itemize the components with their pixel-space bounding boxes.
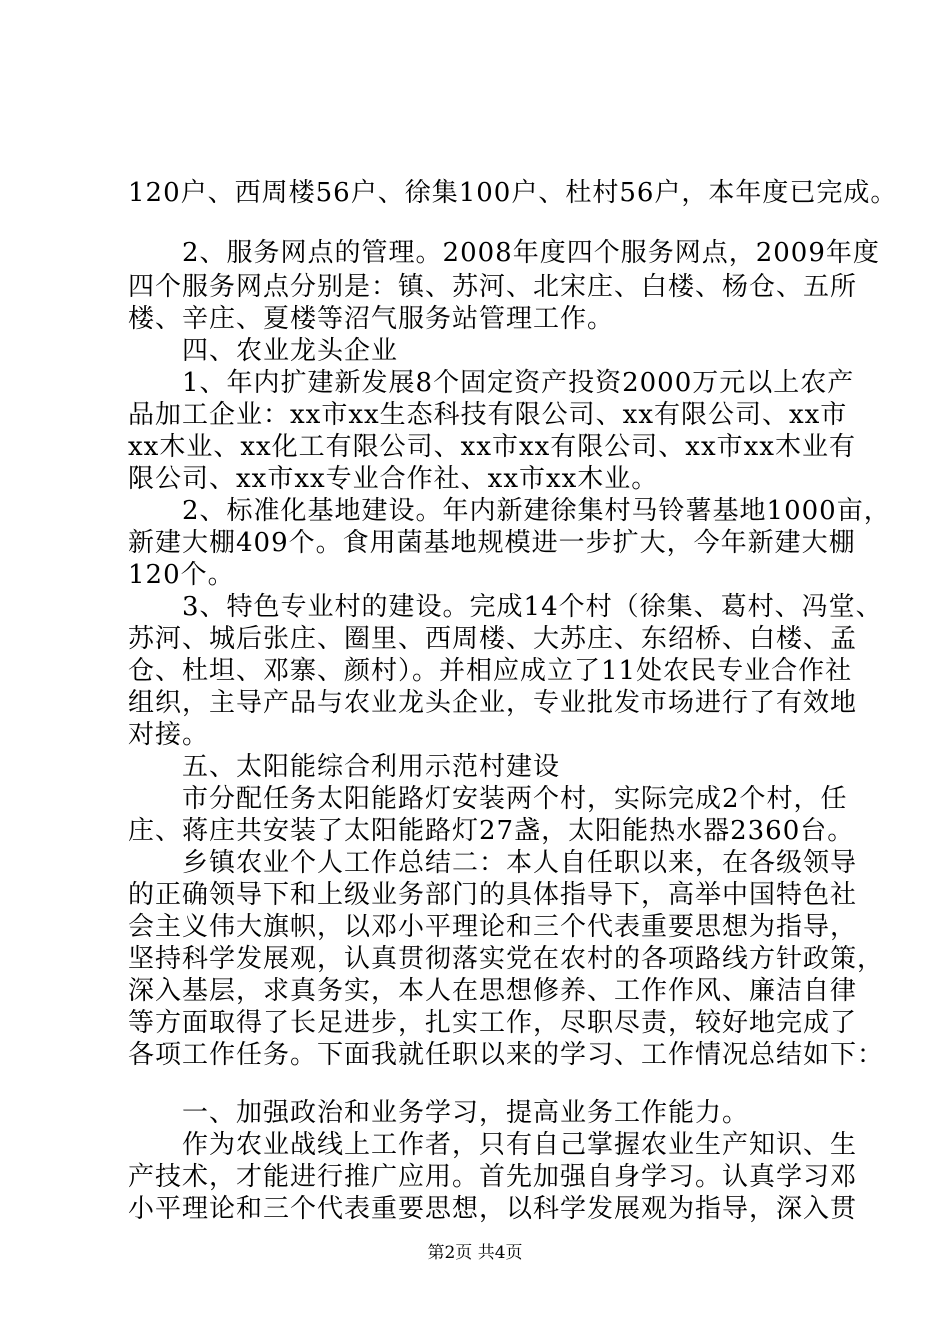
- text-line: 深入基层，求真务实，本人在思想修养、工作作风、廉洁自律: [128, 976, 858, 1006]
- text-line: 各项工作任务。下面我就任职以来的学习、工作情况总结如下：: [128, 1040, 885, 1070]
- text-line: xx木业、xx化工有限公司、xx市xx有限公司、xx市xx木业有: [128, 432, 856, 462]
- text-line: 3、特色专业村的建设。完成14个村（徐集、葛村、冯堂、: [128, 592, 883, 622]
- text-line: 限公司、xx市xx专业合作社、xx市xx木业。: [128, 464, 659, 494]
- text-line: 小平理论和三个代表重要思想，以科学发展观为指导，深入贯: [128, 1194, 858, 1224]
- text-line: 2、服务网点的管理。2008年度四个服务网点，2009年度: [128, 238, 880, 268]
- section-heading: 四、农业龙头企业: [128, 336, 399, 366]
- section-heading: 一、加强政治和业务学习，提高业务工作能力。: [128, 1098, 750, 1128]
- text-line: 苏河、城后张庄、圈里、西周楼、大苏庄、东绍桥、白楼、孟: [128, 624, 858, 654]
- text-line: 120个。: [128, 560, 235, 590]
- text-line: 1、年内扩建新发展8个固定资产投资2000万元以上农产: [128, 368, 855, 398]
- text-line: 2、标准化基地建设。年内新建徐集村马铃薯基地1000亩，: [128, 496, 891, 526]
- text-line: 的正确领导下和上级业务部门的具体指导下，高举中国特色社: [128, 880, 858, 910]
- text-line: 庄、蒋庄共安装了太阳能路灯27盏，太阳能热水器2360台。: [128, 816, 855, 846]
- section-heading: 五、太阳能综合利用示范村建设: [128, 752, 561, 782]
- text-line: 仓、杜坦、邓寨、颜村）。并相应成立了11处农民专业合作社: [128, 656, 853, 686]
- text-line: 120户、西周楼56户、徐集100户、杜村56户，本年度已完成。: [128, 178, 898, 208]
- text-line: 乡镇农业个人工作总结二：本人自任职以来，在各级领导: [128, 848, 858, 878]
- text-line: 市分配任务太阳能路灯安装两个村，实际完成2个村，任: [128, 784, 848, 814]
- text-line: 四个服务网点分别是：镇、苏河、北宋庄、白楼、杨仓、五所: [128, 272, 858, 302]
- text-line: 会主义伟大旗帜，以邓小平理论和三个代表重要思想为指导，: [128, 912, 858, 942]
- text-line: 品加工企业：xx市xx生态科技有限公司、xx有限公司、xx市: [128, 400, 848, 430]
- text-line: 楼、辛庄、夏楼等沼气服务站管理工作。: [128, 304, 615, 334]
- text-line: 新建大棚409个。食用菌基地规模进一步扩大，今年新建大棚: [128, 528, 856, 558]
- text-line: 对接。: [128, 720, 210, 750]
- page-footer: 第2页 共4页: [427, 1243, 523, 1263]
- text-line: 作为农业战线上工作者，只有自己掌握农业生产知识、生: [128, 1130, 858, 1160]
- text-line: 等方面取得了长足进步，扎实工作，尽职尽责，较好地完成了: [128, 1008, 858, 1038]
- text-line: 产技术，才能进行推广应用。首先加强自身学习。认真学习邓: [128, 1162, 858, 1192]
- text-line: 组织，主导产品与农业龙头企业，专业批发市场进行了有效地: [128, 688, 858, 718]
- text-line: 坚持科学发展观，认真贯彻落实党在农村的各项路线方针政策，: [128, 944, 885, 974]
